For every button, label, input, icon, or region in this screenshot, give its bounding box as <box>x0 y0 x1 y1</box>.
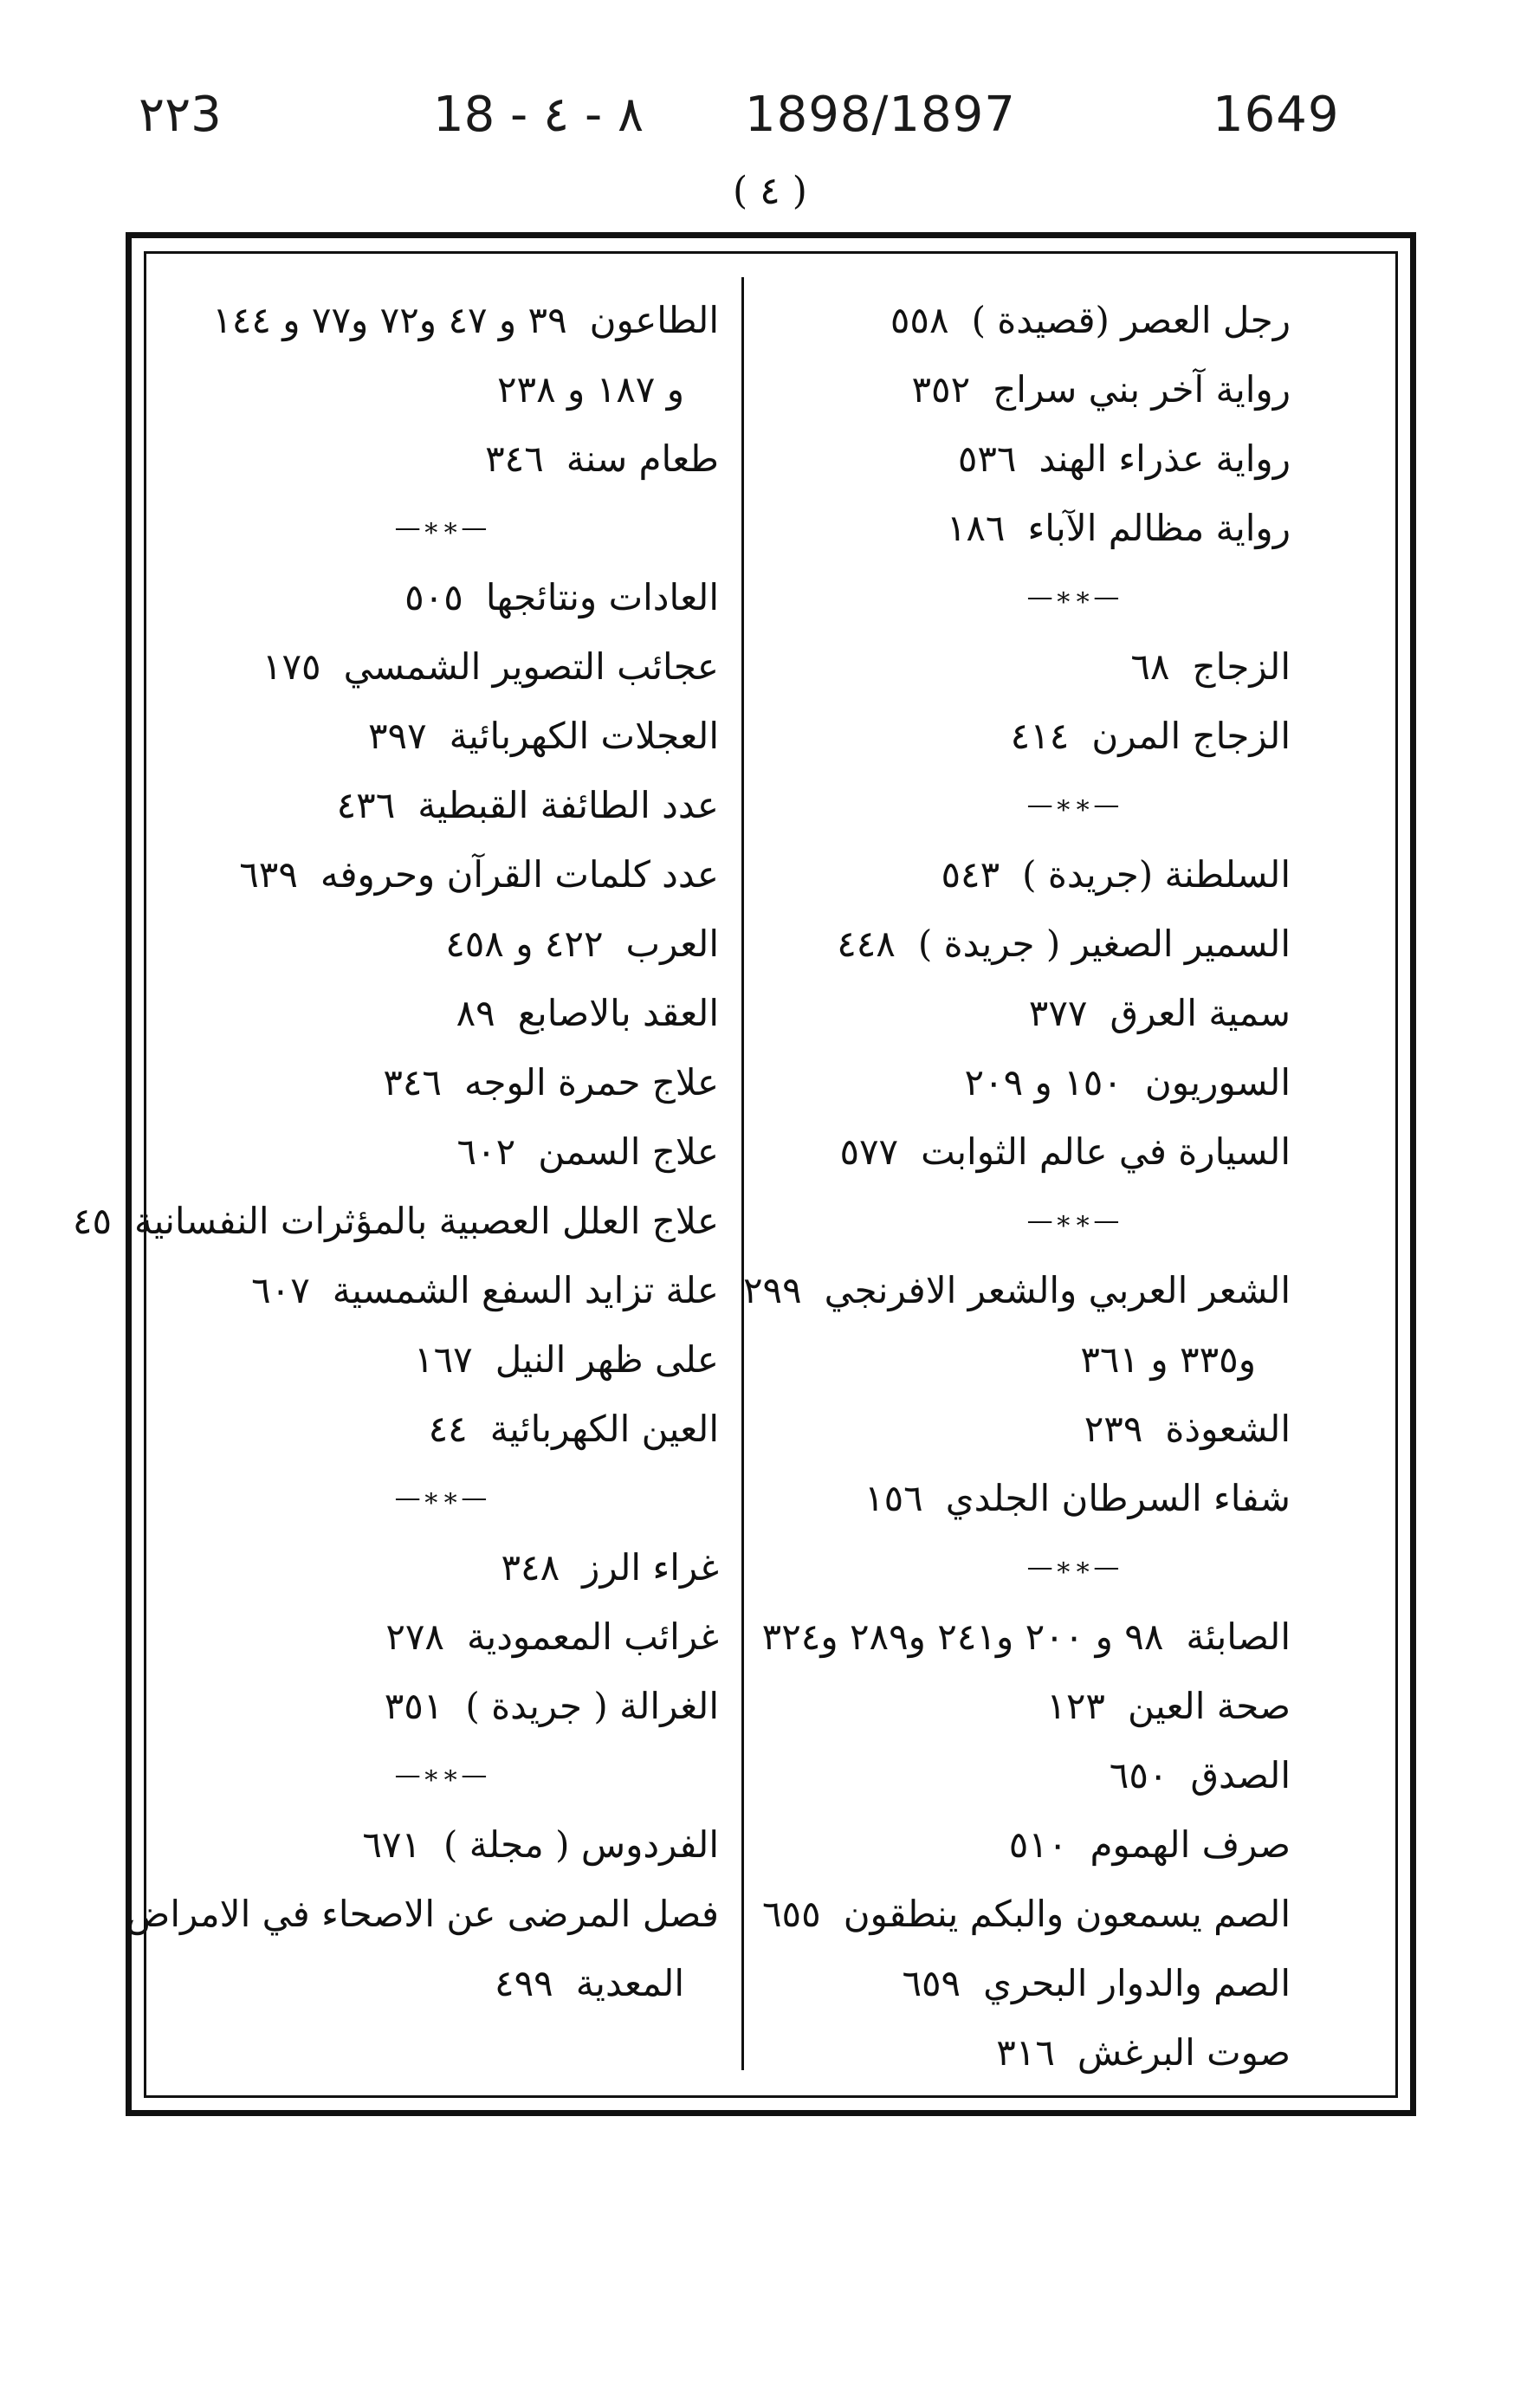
entry-page-number: ٤١٤ <box>1010 715 1070 757</box>
page-number: ( ٤ ) <box>733 169 807 213</box>
index-entry <box>165 1117 719 1187</box>
entry-page-number: ٦٠٧ <box>251 1269 310 1311</box>
entry-page-number: ٦٨ <box>1130 645 1170 688</box>
entry-term: غراء الرز <box>582 1546 719 1589</box>
index-entry <box>754 424 1291 494</box>
index-entry <box>165 1602 719 1672</box>
entry-term: رواية عذراء الهند <box>1039 437 1291 480</box>
entry-page-number: ٥٥٨ <box>890 299 949 341</box>
entry-term: طعام سنة <box>566 437 719 480</box>
entry-term: الفردوس ( مجلة ) <box>443 1823 719 1866</box>
index-entry <box>165 840 719 909</box>
entry-page-number: ٣٧٧ <box>1028 992 1088 1034</box>
entry-page-number: ٢٩٩ <box>742 1269 802 1311</box>
index-entry <box>165 286 719 355</box>
entry-page-number: ١٢٣ <box>1046 1685 1105 1727</box>
entry-page-number: ١٦٧ <box>414 1338 473 1381</box>
index-entry <box>754 355 1291 424</box>
index-entry <box>165 1672 719 1741</box>
index-entry <box>754 1395 1291 1464</box>
index-entry <box>754 909 1291 979</box>
index-entry <box>165 702 719 771</box>
entry-term: عدد كلمات القرآن وحروفه <box>320 853 719 896</box>
entry-term: السوريون <box>1144 1061 1291 1104</box>
entry-page-number: ٣٩ و ٤٧ و٧٢ و٧٧ و ١٤٤ <box>212 299 567 341</box>
index-entry <box>754 1949 1291 2018</box>
index-entry <box>165 1533 719 1602</box>
index-entry <box>754 840 1291 909</box>
entry-page-number: ٣٩٧ <box>367 715 427 757</box>
entry-term: عدد الطائفة القبطية <box>417 784 719 826</box>
entry-term: الزجاج المرن <box>1091 715 1291 757</box>
index-entry <box>754 1048 1291 1117</box>
section-separator: —∗∗— <box>1026 1552 1122 1583</box>
entry-term: الغرالة ( جريدة ) <box>465 1685 719 1727</box>
index-entry <box>754 979 1291 1048</box>
entry-term: السمير الصغير ( جريدة ) <box>917 922 1291 965</box>
entry-term: العادات ونتائجها <box>485 576 719 618</box>
section-separator: —∗∗— <box>394 1483 489 1513</box>
index-entry <box>165 1325 719 1395</box>
entry-page-number: ٦٥٠ <box>1109 1754 1168 1796</box>
entry-term: السيارة في عالم الثوابت <box>921 1130 1291 1173</box>
section-separator: —∗∗— <box>394 513 489 543</box>
entry-page-number: ٦٠٢ <box>456 1130 516 1173</box>
entry-term: صوت البرغش <box>1077 2031 1291 2074</box>
index-entry <box>165 771 719 840</box>
entry-term: الصدق <box>1190 1754 1291 1796</box>
handwritten-date-1: 18 - ٨ - ٤ <box>433 87 644 143</box>
entry-page-number: ٤٩٩ <box>495 1962 553 2004</box>
entry-term: و٣٣٥ و ٣٦١ <box>1080 1338 1256 1381</box>
index-entry <box>754 1880 1291 1949</box>
entry-term: العجلات الكهربائية <box>449 715 719 757</box>
entry-page-number: ٤٤ <box>428 1408 468 1450</box>
index-entry <box>165 909 719 979</box>
entry-term: غرائب المعمودية <box>467 1615 719 1658</box>
entry-term: علاج حمرة الوجه <box>464 1061 719 1104</box>
entry-term: الشعوذة <box>1165 1408 1291 1450</box>
index-entry <box>754 1117 1291 1187</box>
index-entry <box>165 355 719 424</box>
index-entry <box>165 1395 719 1464</box>
entry-term: رجل العصر (قصيدة ) <box>971 299 1291 341</box>
column-divider <box>741 277 744 2070</box>
index-entry <box>754 1602 1291 1672</box>
handwritten-date-2: 1898/1897 <box>745 87 1016 143</box>
entry-page-number: ٦٣٩ <box>239 853 298 896</box>
index-entry <box>126 1880 719 1949</box>
entry-term: رواية مظالم الآباء <box>1027 507 1291 549</box>
entry-term: المعدية <box>575 1962 684 2004</box>
handwritten-note-right: 1649 <box>1213 87 1340 143</box>
entry-page-number: ٥٠٥ <box>404 576 463 618</box>
index-entry <box>165 1048 719 1117</box>
entry-page-number: ٥٧٧ <box>839 1130 899 1173</box>
entry-term: العين الكهربائية <box>489 1408 719 1450</box>
entry-term: العقد بالاصابع <box>517 992 719 1034</box>
entry-term: الزجاج <box>1192 645 1291 688</box>
entry-page-number: ٦٥٥ <box>762 1893 821 1935</box>
entry-term: العرب <box>625 922 719 965</box>
entry-term: الصابئة <box>1186 1615 1291 1658</box>
entry-page-number: ٣٤٨ <box>501 1546 560 1589</box>
index-entry <box>165 632 719 702</box>
index-entry <box>754 702 1291 771</box>
entry-term: سمية العرق <box>1110 992 1291 1034</box>
entry-term: علاج السمن <box>538 1130 719 1173</box>
index-column-left <box>72 286 719 2018</box>
index-entry <box>754 2018 1291 2088</box>
entry-term: الطاعون <box>589 299 719 341</box>
entry-page-number: ٥١٠ <box>1008 1823 1068 1866</box>
entry-term: الصم يسمعون والبكم ينطقون <box>843 1893 1291 1935</box>
section-separator: —∗∗— <box>1026 582 1122 612</box>
entry-term: رواية آخر بني سراج <box>993 368 1291 411</box>
entry-page-number: ٤٤٨ <box>837 922 896 965</box>
entry-page-number: ٢٧٨ <box>385 1615 444 1658</box>
index-entry <box>754 1325 1291 1395</box>
entry-term: عجائب التصوير الشمسي <box>343 645 719 688</box>
entry-page-number: ١٥٠ و ٢٠٩ <box>964 1061 1123 1104</box>
entry-term: صرف الهموم <box>1090 1823 1291 1866</box>
entry-page-number: ٤٢٢ و ٤٥٨ <box>445 922 604 965</box>
entry-page-number: ٩٨ و ٢٠٠ و٢٤١ و٢٨٩ و٣٢٤ <box>761 1615 1164 1658</box>
entry-page-number: ١٨٦ <box>946 507 1006 549</box>
entry-term: الشعر العربي والشعر الافرنجي <box>824 1269 1291 1311</box>
index-entry <box>742 1256 1291 1325</box>
entry-page-number: ٣٤٦ <box>383 1061 442 1104</box>
index-entry <box>165 563 719 632</box>
index-entry <box>165 1949 719 2018</box>
section-separator: —∗∗— <box>1026 1206 1122 1236</box>
entry-page-number: ٨٩ <box>456 992 495 1034</box>
index-entry <box>754 1741 1291 1810</box>
entry-page-number: ٤٣٦ <box>336 784 396 826</box>
entry-term: صحة العين <box>1127 1685 1291 1727</box>
entry-term: الصم والدوار البحري <box>983 1962 1291 2004</box>
index-column-right <box>742 286 1291 2088</box>
entry-page-number: ١٥٦ <box>864 1477 923 1519</box>
index-entry <box>754 1810 1291 1880</box>
index-entry <box>165 424 719 494</box>
entry-page-number: ٦٥٩ <box>902 1962 961 2004</box>
index-entry <box>165 1810 719 1880</box>
entry-page-number: ٦٧١ <box>362 1823 421 1866</box>
entry-term: على ظهر النيل <box>495 1338 719 1381</box>
entry-page-number: ٤٥ <box>72 1200 113 1242</box>
index-entry <box>754 286 1291 355</box>
index-entry <box>754 1672 1291 1741</box>
entry-page-number: ٥٤٣ <box>941 853 1000 896</box>
entry-term: علة تزايد السفع الشمسية <box>332 1269 719 1311</box>
entry-page-number: ٣٥١ <box>384 1685 443 1727</box>
entry-term: علاج العلل العصبية بالمؤثرات النفسانية <box>134 1200 719 1242</box>
handwritten-note-left: ٢٢3 <box>139 87 222 143</box>
index-entry <box>754 1464 1291 1533</box>
entry-term: فصل المرضى عن الاصحاء في الامراض <box>126 1893 719 1935</box>
index-entry <box>165 979 719 1048</box>
entry-term: شفاء السرطان الجلدي <box>945 1477 1291 1519</box>
section-separator: —∗∗— <box>1026 790 1122 820</box>
index-entry <box>165 1256 719 1325</box>
index-entry <box>754 632 1291 702</box>
entry-term: و ١٨٧ و ٢٣٨ <box>497 368 684 411</box>
entry-page-number: ٣١٦ <box>996 2031 1055 2074</box>
entry-page-number: ٣٤٦ <box>485 437 544 480</box>
index-entry <box>72 1187 719 1256</box>
entry-term: السلطنة (جريدة ) <box>1022 853 1291 896</box>
entry-page-number: ١٧٥ <box>262 645 321 688</box>
index-entry <box>754 494 1291 563</box>
entry-page-number: ٢٣٩ <box>1084 1408 1143 1450</box>
section-separator: —∗∗— <box>394 1760 489 1790</box>
entry-page-number: ٥٣٦ <box>957 437 1017 480</box>
entry-page-number: ٣٥٢ <box>911 368 971 411</box>
